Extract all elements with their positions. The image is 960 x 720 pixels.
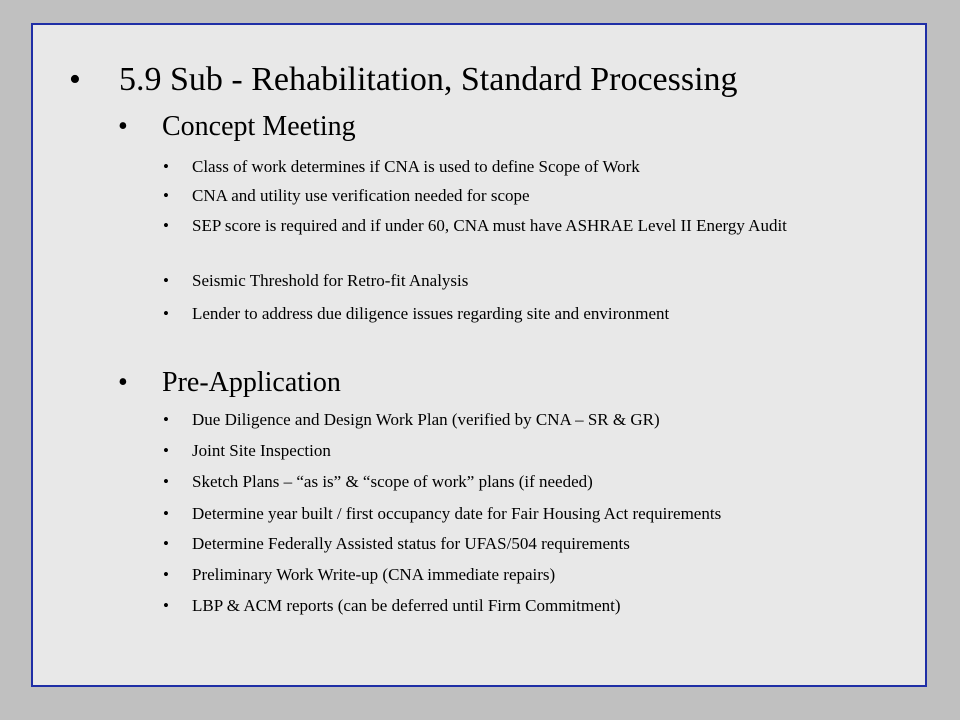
item-text: Sketch Plans – “as is” & “scope of work” plans (if needed): [192, 472, 593, 491]
slide-panel: [31, 23, 927, 687]
item-bullet: •: [163, 565, 169, 584]
section-bullet: •: [118, 367, 128, 398]
list-item: [163, 503, 853, 524]
item-text: Class of work determines if CNA is used to define Scope of Work: [192, 157, 640, 176]
list-item: [163, 303, 853, 324]
item-bullet: •: [163, 304, 169, 323]
list-item: [163, 471, 853, 492]
item-text: Joint Site Inspection: [192, 441, 331, 460]
item-bullet: •: [163, 534, 169, 553]
list-item: [163, 595, 853, 616]
item-bullet: •: [163, 157, 169, 176]
section-heading-text: Pre-Application: [162, 367, 341, 398]
item-bullet: •: [163, 472, 169, 491]
item-bullet: •: [163, 504, 169, 523]
item-text: LBP & ACM reports (can be deferred until Firm Commitment): [192, 596, 621, 615]
list-item: [163, 564, 853, 585]
section-heading-text: Concept Meeting: [162, 111, 356, 142]
item-text: Seismic Threshold for Retro-fit Analysis: [192, 271, 469, 290]
list-item: [163, 270, 853, 291]
item-bullet: •: [163, 186, 169, 205]
item-text: Lender to address due diligence issues regarding site and environment: [192, 304, 670, 323]
item-text: Determine Federally Assisted status for UFAS/504 requirements: [192, 534, 630, 553]
item-bullet: •: [163, 441, 169, 460]
item-text: CNA and utility use verification needed for scope: [192, 186, 530, 205]
item-text: Preliminary Work Write-up (CNA immediate repairs): [192, 565, 556, 584]
item-text: Determine year built / first occupancy date for Fair Housing Act requirements: [192, 504, 722, 523]
item-text: SEP score is required and if under 60, CNA must have ASHRAE Level II Energy Audit: [192, 216, 787, 235]
item-text: Due Diligence and Design Work Plan (verified by CNA – SR & GR): [192, 410, 660, 429]
item-bullet: •: [163, 216, 169, 235]
list-item: [163, 156, 853, 177]
section-bullet: •: [118, 111, 128, 142]
item-bullet: •: [163, 410, 169, 429]
title-bullet: •: [69, 61, 81, 98]
title-text: 5.9 Sub - Rehabilitation, Standard Processing: [119, 61, 738, 98]
list-item: [163, 533, 853, 554]
list-item: [163, 409, 853, 430]
list-item: [163, 185, 853, 206]
item-bullet: •: [163, 596, 169, 615]
list-item: [163, 440, 853, 461]
list-item: [163, 215, 853, 236]
item-bullet: •: [163, 271, 169, 290]
